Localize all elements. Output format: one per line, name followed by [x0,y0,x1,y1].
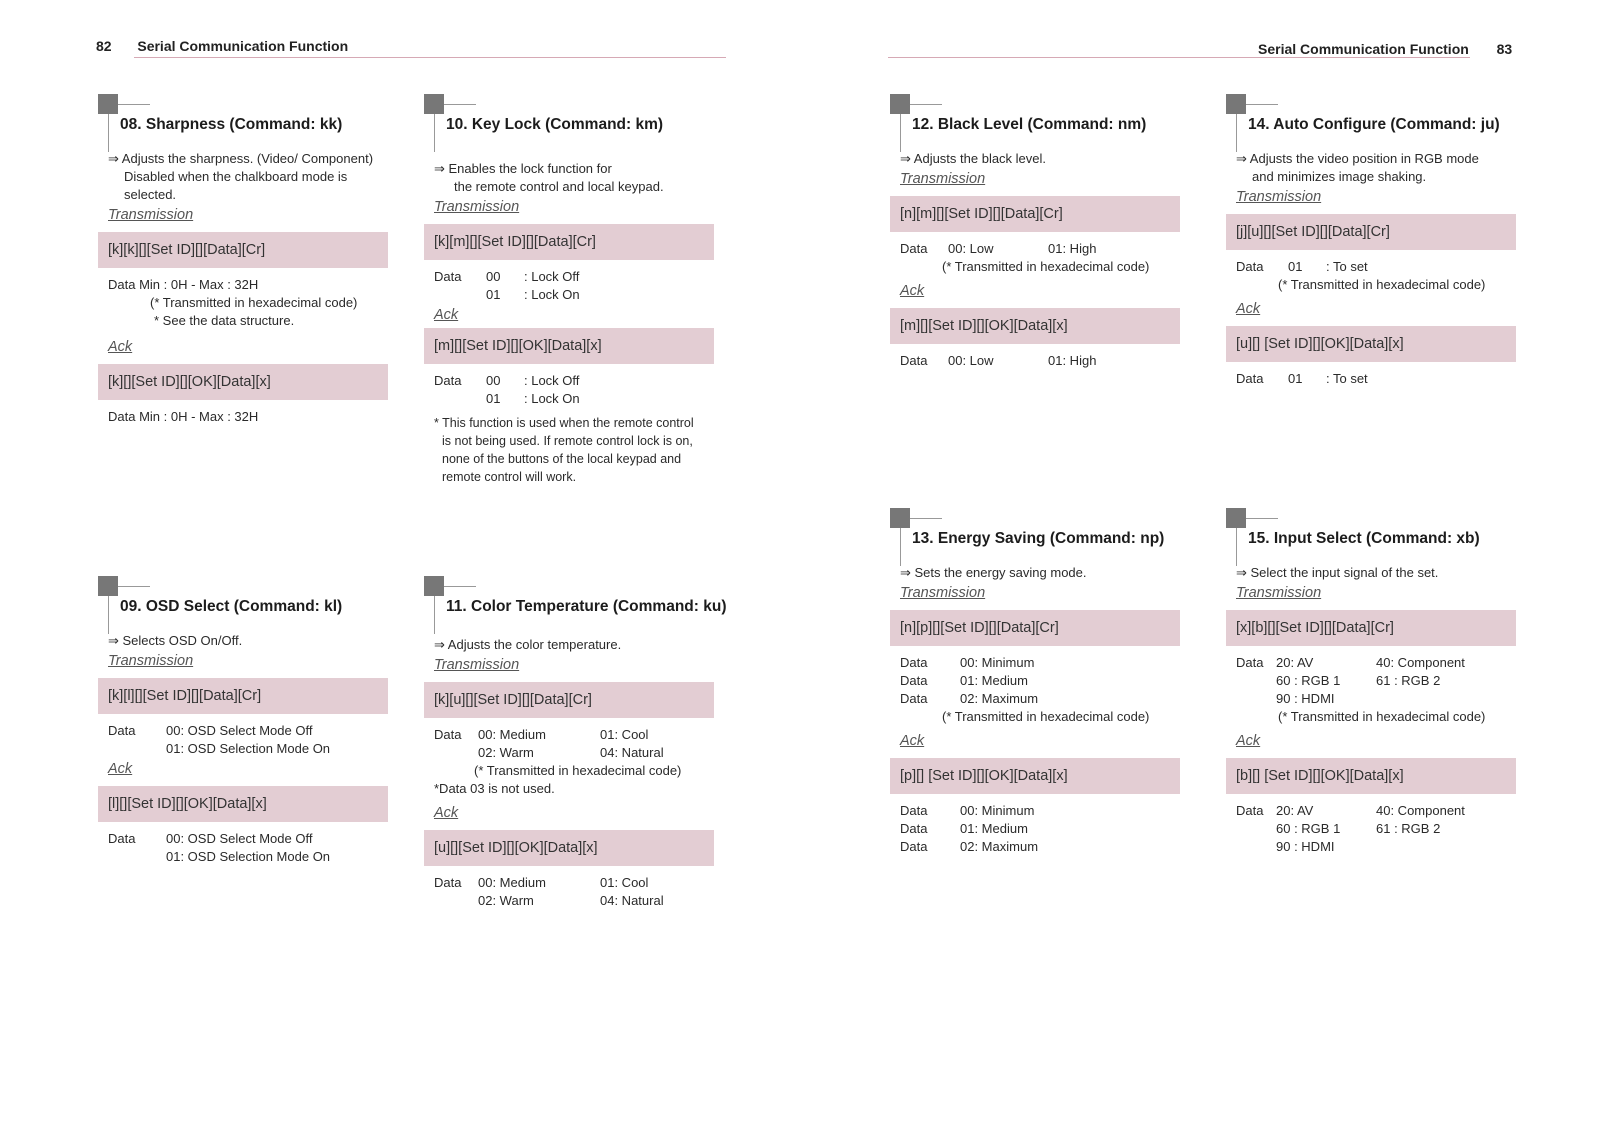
ack-format: [b][] [Set ID][][OK][Data][x] [1226,758,1516,794]
description: ⇒ Enables the lock function for [434,161,612,176]
transmission-label: Transmission [1236,189,1322,205]
page-header-left [96,38,348,54]
ack-label: Ack [434,805,459,821]
section-title: 15. Input Select (Command: xb) [1248,530,1480,547]
transmission-format: [k][m][][Set ID][][Data][Cr] [424,224,714,260]
hex-note: (* Transmitted in hexadecimal code) [150,295,358,310]
section-marker [890,94,910,114]
section-marker [98,576,118,596]
section-title: 08. Sharpness (Command: kk) [120,116,343,133]
description: ⇒ Adjusts the black level. [900,151,1047,166]
description: ⇒ Adjusts the sharpness. (Video/ Component) [108,151,374,166]
transmission-label: Transmission [108,653,194,669]
section-title: 13. Energy Saving (Command: np) [912,530,1165,547]
transmission-format: [x][b][][Set ID][][Data][Cr] [1226,610,1516,646]
ack-label: Ack [434,307,459,323]
ack-label: Ack [900,733,925,749]
hex-note: (* Transmitted in hexadecimal code) [474,763,682,778]
right-page: Serial Communication Function 83 12. Black Level (Command: nm) ⇒ Adjusts the black level. Transmission [n][m][][Set ID][][Data][Cr] Data 00: Low 01: High (* Transmitted in hexadecimal code) Ack [m][][Set ID][][OK][Data][x] Data 00: Low 01: High 13. Energy Saving (Command: np) ⇒ Sets the energy saving mode. Transmission [n][p][][Set ID][][Data][Cr] Data 00: Minimum Data 01: Medium Data 02: Maximum (* Transmitted in hexadecimal code) Ack [p][] [Set ID][][OK][Data][x] Data 00: Minimum Data 01: Medium Data 02: Maximum 14. Auto Configure (Command: ju) ⇒ Adjusts the video position in RGB mode and minimizes image shaking. Transmission [j][u][][Set ID][][Data][Cr] Data 01 : To set (* Transmitted in hexadecimal code) Ack [u][] [Set ID][][OK][Data][x] Data 01 : To set 15. Input Select (Command: xb) ⇒ Select the input signal of the set. Transmission [x][b][][Set ID][][Data][Cr] Data 20: AV 40: Component 60 : RGB 1 61 : RGB 2 90 : HDMI (* Transmitted in hexadecimal code) Ack [b][] [Set ID][][OK][Data][x] Data 20: AV 40: Component 60 : RGB 1 61 : RGB 2 90 : HDMI [806,0,1612,1128]
section-title: 11. Color Temperature (Command: ku) [446,598,727,615]
transmission-label: Transmission [434,199,520,215]
ack-format: [k][][Set ID][][OK][Data][x] [98,364,388,400]
unused-note: *Data 03 is not used. [434,781,555,796]
header-title: Serial Communication Function [1258,41,1469,57]
section-title: 14. Auto Configure (Command: ju) [1248,116,1500,133]
page-header-right [1258,41,1512,57]
section-marker [424,94,444,114]
transmission-format: [j][u][][Set ID][][Data][Cr] [1226,214,1516,250]
description: ⇒ Adjusts the color temperature. [434,637,622,652]
description: ⇒ Sets the energy saving mode. [900,565,1087,580]
section-marker [1226,94,1246,114]
ack-label: Ack [1236,733,1261,749]
data-range: Data Min : 0H - Max : 32H [108,277,259,292]
section-marker [98,94,118,114]
ack-label: Ack [108,761,133,777]
see-note: * See the data structure. [154,313,295,328]
ack-format: [p][] [Set ID][][OK][Data][x] [890,758,1180,794]
ack-format: [u][][Set ID][][OK][Data][x] [424,830,714,866]
hex-note: (* Transmitted in hexadecimal code) [942,259,1150,274]
ack-label: Ack [900,283,925,299]
description: ⇒ Selects OSD On/Off. [108,633,243,648]
transmission-format: [k][l][][Set ID][][Data][Cr] [98,678,388,714]
header-divider [134,57,726,58]
transmission-label: Transmission [434,657,520,673]
header-divider [888,57,1470,58]
transmission-label: Transmission [900,585,986,601]
ack-data-range: Data Min : 0H - Max : 32H [108,409,259,424]
transmission-format: [k][u][][Set ID][][Data][Cr] [424,682,714,718]
section-title: 12. Black Level (Command: nm) [912,116,1147,133]
section-marker [424,576,444,596]
ack-format: [m][][Set ID][][OK][Data][x] [890,308,1180,344]
ack-format: [u][] [Set ID][][OK][Data][x] [1226,326,1516,362]
hex-note: (* Transmitted in hexadecimal code) [1278,709,1486,724]
transmission-format: [n][m][][Set ID][][Data][Cr] [890,196,1180,232]
transmission-label: Transmission [900,171,986,187]
ack-label: Ack [1236,301,1261,317]
description: ⇒ Select the input signal of the set. [1236,565,1439,580]
section-title: 09. OSD Select (Command: kl) [120,598,343,615]
section-title: 10. Key Lock (Command: km) [446,116,664,133]
ack-label: Ack [108,339,133,355]
hex-note: (* Transmitted in hexadecimal code) [1278,277,1486,292]
left-page: 82 Serial Communication Function 08. Sharpness (Command: kk) ⇒ Adjusts the sharpness. (Video/ Component) Disabled when the chalkboard mode is selected. Transmission [k][k][][Set ID][][Data][Cr] Data Min : 0H - Max : 32H (* Transmitted in hexadecimal code) * See the data structure. Ack [k][][Set ID][][OK][Data][x] Data Min : 0H - Max : 32H 09. OSD Select (Command: kl) ⇒ Selects OSD On/Off. Transmission [k][l][][Set ID][][Data][Cr] Data 00: OSD Select Mode Off 01: OSD Selection Mode On Ack [l][][Set ID][][OK][Data][x] Data 00: OSD Select Mode Off 01: OSD Selection Mode On 10. Key Lock (Command: km) ⇒ Enables the lock function for the remote control and local keypad. Transmission [k][m][][Set ID][][Data][Cr] Data 00 : Lock Off 01 : Lock On Ack [m][][Set ID][][OK][Data][x] Data 00 : Lock Off 01 : Lock On * This function is used when the remote control is not being used. If remote control lock is on, none of the buttons of the local keypad and remote control will work. 11. Color Temperature (Command: ku) ⇒ Adjusts the color temperature. Transmission [k][u][][Set ID][][Data][Cr] Data 00: Medium 01: Cool 02: Warm 04: Natural (* Transmitted in hexadecimal code) *Data 03 is not used. Ack [u][][Set ID][][OK][Data][x] Data 00: Medium 01: Cool 02: Warm 04: Natural [96,38,727,908]
transmission-label: Transmission [108,207,194,223]
page-number: 83 [1496,41,1513,57]
footnote: * This function is used when the remote control [434,416,694,430]
transmission-label: Transmission [1236,585,1322,601]
ack-format: [l][][Set ID][][OK][Data][x] [98,786,388,822]
transmission-format: [k][k][][Set ID][][Data][Cr] [98,232,388,268]
section-marker [890,508,910,528]
header-title: Serial Communication Function [137,38,349,54]
ack-format: [m][][Set ID][][OK][Data][x] [424,328,714,364]
page-number: 82 [96,38,112,54]
section-marker [1226,508,1246,528]
hex-note: (* Transmitted in hexadecimal code) [942,709,1150,724]
transmission-format: [n][p][][Set ID][][Data][Cr] [890,610,1180,646]
description: ⇒ Adjusts the video position in RGB mode [1236,151,1479,166]
